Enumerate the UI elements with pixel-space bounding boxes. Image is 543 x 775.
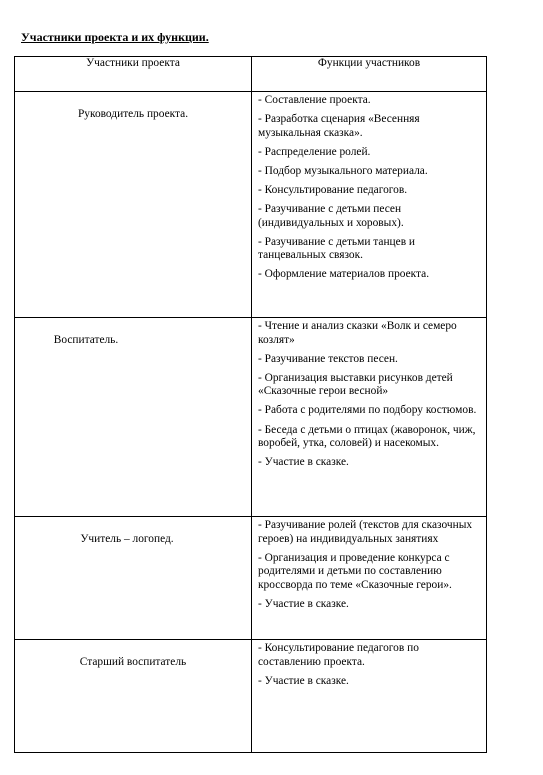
function-item: - Работа с родителями по подбору костюмов. (258, 404, 477, 417)
table-row (15, 318, 487, 517)
role-cell (15, 92, 252, 318)
role-name: Учитель – логопед. (80, 533, 174, 545)
function-item: - Составление проекта. (258, 94, 371, 106)
role-name: Руководитель проекта. (77, 108, 189, 120)
table-row (15, 640, 487, 753)
role-cell (15, 517, 252, 640)
function-item: - Разучивание с детьми песен (индивидуальных и хоровых). (258, 203, 404, 229)
functions-cell (252, 517, 487, 640)
function-item: - Организация и проведение конкурса с родителями и детьми по составлению кроссворда по теме «Сказочные герои». (258, 551, 452, 591)
function-item: - Разучивание текстов песен. (258, 352, 398, 365)
function-item: - Консультирование педагогов. (258, 183, 408, 196)
function-item: - Разучивание с детьми танцев и танцевальных связок. (258, 235, 416, 262)
role-cell (15, 318, 252, 517)
function-item: - Разучивание ролей (текстов для сказочных героев) на индивидуальных занятиях (258, 519, 473, 545)
participants-table (14, 56, 487, 753)
role-name: Старший воспитатель (79, 656, 187, 668)
role-cell (15, 640, 252, 753)
function-item: - Чтение и анализ сказки «Волк и семеро козлят» (258, 320, 457, 346)
function-item: - Подбор музыкального материала. (258, 164, 428, 177)
function-item: - Участие в сказке. (258, 456, 349, 469)
functions-cell (252, 92, 487, 318)
document-title: Участники проекта и их функции. (21, 30, 209, 44)
header-functions: Функции участников (252, 57, 487, 92)
function-item: - Оформление материалов проекта. (258, 268, 430, 281)
functions-cell (252, 318, 487, 517)
function-item: - Беседа с детьми о птицах (жаворонок, чиж, воробей, утка, соловей) и насекомых. (258, 423, 476, 450)
function-item: - Участие в сказке. (258, 674, 349, 687)
functions-cell (252, 640, 487, 753)
header-participants: Участники проекта (15, 57, 252, 92)
function-item: - Организация выставки рисунков детей «Сказочные герои весной» (258, 371, 453, 398)
function-item: - Участие в сказке. (258, 597, 349, 610)
table-row (15, 92, 487, 318)
table-row (15, 517, 487, 640)
role-name: Воспитатель. (53, 334, 119, 346)
function-item: - Распределение ролей. (258, 145, 371, 158)
function-item: - Консультирование педагогов по составлению проекта. (258, 642, 419, 668)
function-item: - Разработка сценария «Весенняя музыкальная сказка». (258, 113, 420, 139)
table-header-row (15, 57, 487, 92)
